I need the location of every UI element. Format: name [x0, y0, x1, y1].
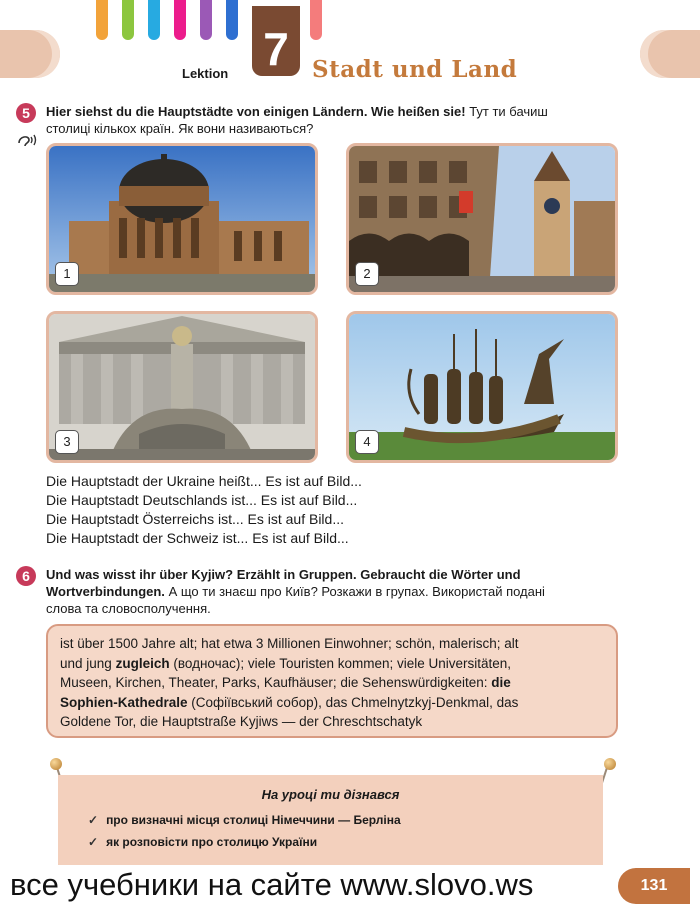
summary-box — [58, 775, 603, 865]
pin-left-icon — [50, 758, 62, 770]
word-line-3 — [60, 673, 604, 693]
photo-number-4: 4 — [355, 430, 379, 454]
word-sophien-kathedrale: Sophien-Kathedrale — [60, 694, 188, 710]
photo-number-1: 1 — [55, 262, 79, 286]
museum-image — [49, 146, 315, 292]
summary-title: На уроці ти дізнався — [261, 787, 400, 802]
page-tab-left — [0, 30, 60, 78]
task5-text-uk: Тут ти бачиш — [469, 104, 548, 119]
word-text: und jung — [60, 655, 112, 671]
summary-item-2 — [88, 835, 317, 849]
word-line-5: Goldene Tor, die Hauptstraße Kyjiws — der Chreschtschatyk — [60, 714, 423, 729]
stripe — [310, 0, 322, 40]
unit-title: Stadt und Land — [312, 56, 518, 83]
page-number: 131 — [618, 868, 690, 904]
sentence-germany: Die Hauptstadt Deutschlands ist... Es ist auf Bild... — [46, 492, 358, 508]
stripe — [148, 0, 160, 40]
stripe — [200, 0, 212, 40]
word-text: Museen, Kirchen, Theater, Parks, Kaufhäuser; die Sehenswürdigkeiten: — [60, 675, 488, 690]
task-number-5: 5 — [16, 103, 36, 123]
task6-text-de: Und was wisst ihr über Kyjiw? Erzählt in Gruppen. Gebraucht die Wörter und — [46, 567, 521, 582]
task5-text-uk-2: столиці кількох країн. Як вони називаються? — [46, 121, 314, 136]
word-line-1: ist über 1500 Jahre alt; hat etwa 3 Millionen Einwohner; schön, malerisch; alt — [60, 636, 519, 651]
photo-1-berlin-museum — [46, 143, 318, 295]
summary-item-text: як розповісти про столицю України — [106, 835, 318, 849]
photo-4-kyiv-monument — [346, 311, 618, 463]
pin-right-icon — [604, 758, 616, 770]
word-box — [46, 624, 618, 738]
stripe — [96, 0, 108, 40]
stripe — [122, 0, 134, 40]
word-text: (водночас); viele Touristen kommen; viele Universitäten, — [173, 655, 512, 671]
check-icon: ✓ — [88, 835, 99, 849]
lesson-number: 7 — [252, 6, 300, 76]
word-line-2 — [60, 654, 604, 674]
stripe — [226, 0, 238, 40]
lektion-label: Lektion — [182, 66, 229, 81]
photo-3-vienna-parliament — [46, 311, 318, 463]
photo-2-bern-street — [346, 143, 618, 295]
summary-item-1 — [88, 813, 401, 827]
task6-text-uk-2: слова та словосполучення. — [46, 601, 211, 616]
word-line-4 — [60, 693, 604, 713]
site-footer-text: все учебники на сайте www.slovo.ws — [10, 867, 534, 902]
word-die: die — [491, 675, 511, 690]
task5-text-de: Hier siehst du die Hauptstädte von einigen Ländern. Wie heißen sie! — [46, 104, 466, 119]
sentence-switzerland: Die Hauptstadt der Schweiz ist... Es ist auf Bild... — [46, 530, 349, 546]
stripe — [174, 0, 186, 40]
task6-text-uk: А що ти знаєш про Київ? Розкажи в групах. Використай подані — [168, 584, 545, 599]
sentence-austria: Die Hauptstadt Österreichs ist... Es ist auf Bild... — [46, 511, 344, 527]
street-image — [349, 146, 615, 292]
task6-instruction — [46, 566, 646, 617]
summary-item-text: про визначні місця столиці Німеччини — Берліна — [106, 813, 401, 827]
task6-text-de-2: Wortverbindungen. — [46, 584, 165, 599]
word-zugleich: zugleich — [115, 655, 170, 671]
photo-number-2: 2 — [355, 262, 379, 286]
page-tab-right — [640, 30, 700, 78]
sentence-ukraine: Die Hauptstadt der Ukraine heißt... Es ist auf Bild... — [46, 473, 362, 489]
task5-instruction — [46, 103, 646, 137]
word-text: (Софіївський собор), das Chmelnytzkyj-Denkmal, das — [191, 694, 519, 710]
ear-listen-icon — [16, 132, 38, 148]
check-icon: ✓ — [88, 813, 99, 827]
photo-number-3: 3 — [55, 430, 79, 454]
monument-image — [349, 314, 615, 460]
task-number-6: 6 — [16, 566, 36, 586]
parliament-image — [49, 314, 315, 460]
